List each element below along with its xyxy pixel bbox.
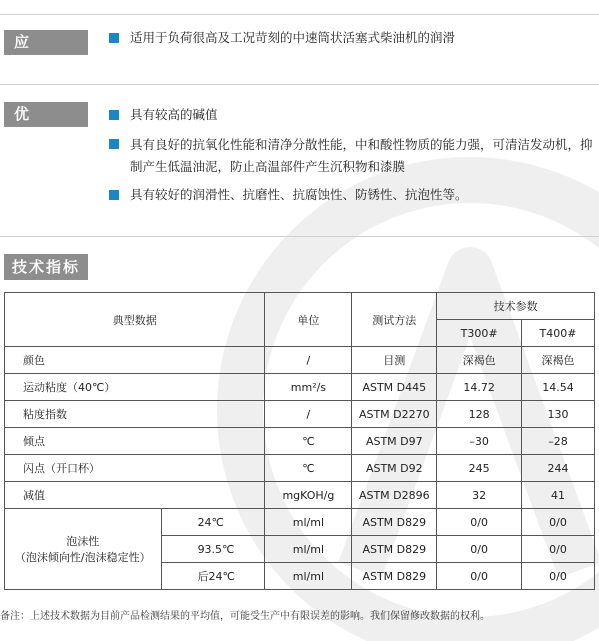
bullet-square-icon — [109, 190, 119, 200]
row-value-1: 0/0 — [437, 563, 522, 590]
row-name: 运动粘度（40℃） — [5, 374, 265, 401]
row-name: 粘度指数 — [5, 401, 265, 428]
row-value-1: 14.72 — [437, 374, 522, 401]
section-divider — [0, 236, 599, 237]
application-heading: 应 用 — [4, 30, 88, 55]
table-row — [5, 455, 595, 482]
advantages-heading: 优 势 — [4, 102, 88, 127]
row-method: ASTM D2270 — [352, 401, 437, 428]
row-name: 颜色 — [5, 347, 265, 374]
row-unit: ℃ — [265, 455, 352, 482]
row-method: ASTM D445 — [352, 374, 437, 401]
row-unit: ml/ml — [265, 509, 352, 536]
table-row — [5, 428, 595, 455]
foam-name-line2: （泡沫倾向性/泡沫稳定性） — [14, 551, 151, 564]
row-value-1: 245 — [437, 455, 522, 482]
row-value-2: 14.54 — [522, 374, 595, 401]
table-row — [5, 401, 595, 428]
row-value-2: 深褐色 — [522, 347, 595, 374]
row-unit: / — [265, 401, 352, 428]
row-unit: ℃ — [265, 428, 352, 455]
header-typical: 典型数据 — [5, 293, 265, 347]
header-params: 技术参数 — [437, 293, 595, 320]
row-unit: / — [265, 347, 352, 374]
row-value-2: 0/0 — [522, 509, 595, 536]
row-unit: mm²/s — [265, 374, 352, 401]
row-value-2: 0/0 — [522, 536, 595, 563]
foam-name — [5, 509, 162, 590]
footnote: 备注：上述技术数据为目前产品检测结果的平均值，可能受生产中有限误差的影响。我们保留修改数据的权利。 — [0, 611, 490, 622]
row-name: 闪点（开口杯） — [5, 455, 265, 482]
row-value-2: 130 — [522, 401, 595, 428]
foam-temp: 后24℃ — [161, 563, 265, 590]
table-row — [5, 347, 595, 374]
row-method: ASTM D829 — [352, 509, 437, 536]
row-value-1: 32 — [437, 482, 522, 509]
header-grade2: T400# — [522, 320, 595, 347]
table-row — [5, 509, 595, 536]
row-value-2: 0/0 — [522, 563, 595, 590]
row-value-1: 0/0 — [437, 536, 522, 563]
bullet-square-icon — [109, 33, 119, 43]
specs-heading: 技术指标 — [4, 254, 88, 280]
table-row — [5, 482, 595, 509]
row-method: ASTM D829 — [352, 536, 437, 563]
foam-temp: 93.5℃ — [161, 536, 265, 563]
row-method: 目测 — [352, 347, 437, 374]
row-value-1: 深褐色 — [437, 347, 522, 374]
row-unit: ml/ml — [265, 563, 352, 590]
row-value-2: 244 — [522, 455, 595, 482]
advantage-item-text: 具有较高的碱值 — [130, 107, 218, 122]
bullet-square-icon — [109, 139, 119, 149]
row-unit: mgKOH/g — [265, 482, 352, 509]
foam-temp: 24℃ — [161, 509, 265, 536]
row-method: ASTM D829 — [352, 563, 437, 590]
row-name: 减值 — [5, 482, 265, 509]
row-value-1: 0/0 — [437, 509, 522, 536]
row-name: 倾点 — [5, 428, 265, 455]
foam-name-line1: 泡沫性 — [66, 535, 100, 548]
row-unit: ml/ml — [265, 536, 352, 563]
header-method: 测试方法 — [352, 293, 437, 347]
header-grade1: T300# — [437, 320, 522, 347]
row-value-2: 41 — [522, 482, 595, 509]
spec-table — [4, 292, 595, 590]
table-row — [5, 374, 595, 401]
section-divider — [0, 84, 599, 85]
top-divider — [0, 14, 599, 15]
row-method: ASTM D97 — [352, 428, 437, 455]
bullet-square-icon — [109, 110, 119, 120]
advantage-item-text: 具有较好的润滑性、抗磨性、抗腐蚀性、防锈性、抗泡性等。 — [130, 187, 468, 202]
header-unit: 单位 — [265, 293, 352, 347]
row-value-2: –28 — [522, 428, 595, 455]
advantage-item-text: 具有良好的抗氧化性能和清净分散性能，中和酸性物质的能力强，可清洁发动机，抑制产生低温油泥，防止高温部件产生沉积物和漆膜 — [130, 137, 593, 174]
row-value-1: 128 — [437, 401, 522, 428]
application-item-text: 适用于负荷很高及工况苛刻的中速筒状活塞式柴油机的润滑 — [130, 30, 456, 45]
row-method: ASTM D2896 — [352, 482, 437, 509]
row-method: ASTM D92 — [352, 455, 437, 482]
row-value-1: –30 — [437, 428, 522, 455]
